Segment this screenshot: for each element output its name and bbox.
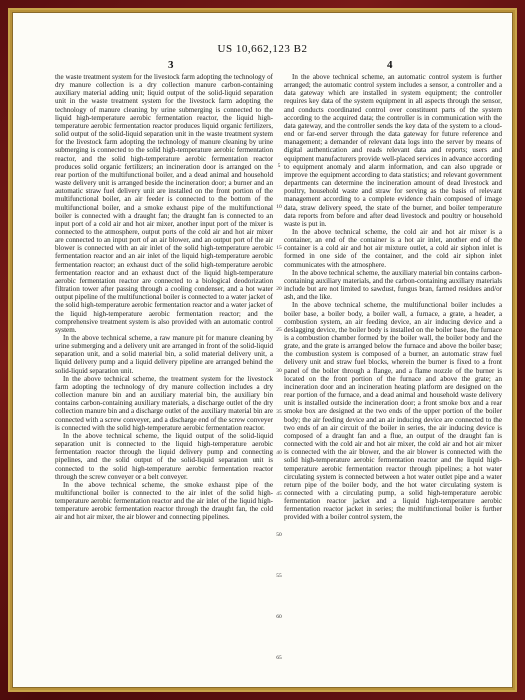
right-column-text [284,73,502,683]
line-number: 60 [276,614,282,620]
line-number: 35 [276,409,282,415]
paragraph: In the above technical scheme, the smoke exhaust pipe of the multifunctional boiler is connected to the air inlet of the solid high-temperature aerobic fermentation reactor and the air inlet of the liquid high-temperature aerobic fermentation reactor through the draught fan, the cold air and hot air mixer, the air blower and connecting pipelines. [55,480,273,522]
line-number: 50 [276,532,282,538]
paragraph: In the above technical scheme, the multifunctional boiler includes a boiler base, a boiler body, a boiler wall, a furnace, a grate, a header, a combustion system, an air feeding device, an air inducing device and a deslagging device, the boiler body is installed on the boiler base, the furnace is a combustion chamber formed by the boiler wall, the boiler body and the grate, and the grate is arranged below the furnace and above the boiler base; the combustion system is composed of a burner, an automatic straw fuel delivery unit and straw fuel blocks, wherein the burner is fixed to a front panel of the boiler through a flange, and a flame nozzle of the burner is located on the front portion of the furnace and above the grate; an incineration door and an incineration heating platform are designed on the rear portion of the furnace, and a dead animal and household waste delivery unit is installed outside the incineration door; a front smoke box and a rear smoke box are designed at the two ends of the upper portion of the boiler body; the air feeding device and an air inducing device are connected to the two ends of an air circuit of the boiler in series, the air inducing device is composed of a draught fan and a flue, an output of the draught fan is connected with the cold air and hot air mixer, the cold air and hot air mixer is connected with the air blower, and the air blower is connected with the solid high-temperature aerobic fermentation reactor and the liquid high-temperature aerobic fermentation reactor through pipelines; a hot water circulating system is connected between a hot water outlet pipe and a water return pipe of the boiler body, and the hot water circulating system is connected with a circulating pump, a solid high-temperature aerobic fermentation reactor jacket and a liquid high-temperature aerobic fermentation reactor jacket in series; the multifunctional boiler is further provided with a boiler control system, the [284,301,502,522]
paragraph: In the above technical scheme, the treatment system for the livestock farm adopting the technology of dry manure collection includes a dry collection manure bin and an auxiliary material bin, the auxiliary bin contains carbon-containing auxiliary materials, a discharge outlet of the dry collection manure bin and a discharge outlet of the auxiliary material bin are connected with a screw conveyer, and a discharge end of the screw conveyer is connected with the solid high-temperature aerobic fermentation reactor. [55,374,273,432]
line-number: 45 [276,491,282,497]
paragraph: In the above technical scheme, the liquid output of the solid-liquid separation unit is connected to the liquid high-temperature aerobic fermentation reactor through the liquid delivery pump and connecting pipelines, and the solid output of the solid-liquid separation unit is connected to the solid high-temperature aerobic fermentation reactor through the screw conveyer or a belt conveyer. [55,431,273,481]
left-column-text [55,73,273,683]
line-number-gutter [274,73,284,683]
paragraph: In the above technical scheme, the cold air and hot air mixer is a container, an end of the container is a hot air inlet, another end of the container is a cold air and hot air mixture outlet, a cold air siphon inlet is formed in one side of the container, and the cold air siphon inlet communicates with the atmosphere. [284,227,502,269]
line-number: 5 [277,163,281,169]
patent-page [12,12,513,688]
paragraph: In the above technical scheme, the auxiliary material bin contains carbon-containing auxiliary materials, and the carbon-containing auxiliary materials include but are not limited to sawdust, fungus bran, farmed residues and/or ash, and the like. [284,268,502,302]
left-column-number: 3 [168,59,174,71]
line-number: 15 [276,245,282,251]
line-number: 30 [276,368,282,374]
frame-gold-trim [8,8,517,692]
right-column-number: 4 [387,59,393,71]
paragraph: the waste treatment system for the livestock farm adopting the technology of dry manure collection is a dry collection manure carbon-containing auxiliary material adding unit; liquid output of the solid-liquid separation unit in the waste treatment system for the livestock farm adopting the technology of manure cleaning by urine submerging is connected to the liquid high-temperature aerobic fermentation reactor, the liquid high-temperature aerobic fermentation reactor produces liquid organic fertilizers, solid output of the solid-liquid separation unit in the waste treatment system for the livestock farm adopting the technology of manure cleaning by urine submerging is connected to the solid high-temperature aerobic fermentation reactor, and the solid high-temperature aerobic fermentation reactor produces solid organic fertilizers; an incineration door is arranged on the rear portion of the multifunctional boiler, and a dead animal and household waste delivery unit is arranged beside the incineration door; a burner and an automatic straw fuel delivery unit are installed on the front portion of the multifunctional boiler, an air feeder is connected to the bottom of the multifunctional boiler, and a smoke exhaust pipe of the multifunctional boiler is connected with a draught fan; the draught fan is connected to an input port of a cold air and hot air mixer, another input port of the mixer is connected to the atmosphere, output ports of the cold air and hot air mixer are connected to an input port of an air blower, and an output port of the air blower is connected with an air inlet of the solid high-temperature aerobic fermentation reactor and an air inlet of the liquid high-temperature aerobic fermentation reactor; an exhaust duct of the solid high-temperature aerobic fermentation reactor and an exhaust duct of the liquid high-temperature aerobic fermentation reactor are connected to a biological deodorization filtration tower after passing through a cooling condenser, and a hot water output pipeline of the multifunctional boiler is connected to a water jacket of the solid high-temperature aerobic fermentation reactor and a water jacket of the liquid high-temperature aerobic fermentation reactor; and the comprehensive treatment system is also provided with an automatic control system. [55,73,273,334]
line-number: 40 [276,450,282,456]
line-number: 20 [276,286,282,292]
paragraph: In the above technical scheme, a raw manure pit for manure cleaning by urine submerging and a delivery unit are arranged in front of the solid-liquid separation unit, and a solid material bin, a solid material delivery unit, a liquid delivery pump and a liquid delivery pipeline are arranged behind the solid-liquid separation unit. [55,334,273,375]
line-number: 25 [276,327,282,333]
paragraph: In the above technical scheme, an automatic control system is further arranged; the automatic control system includes a sensor, a controller and a data gateway which are installed in system equipment; the controller requires key data of the system equipment in all aspects through the sensor, and conducts coordinated control over constituent parts of the system according to the acquired data; the controller is in communication with the data gateway, and the controller sends the key data of the system to a cloud-end or far-end server through the data gateway for future reference and management; a demander of relevant data logs into the server by means of digital authentication and reads relevant data and reports; users and equipment manufacturers provide well-placed services in advance according to equipment anomaly and alarm information, and can also upgrade or improve the equipment according to data statistics; and relevant government departments can determine the incineration amount of dead livestock and poultry, household waste and straw for serving as the basis of relevant management according to a complete evidence chain composed of image data, straw delivery speed, the state of the burner, and boiler temperature data reports from before and after dead livestock and poultry or household waste is put in. [284,73,502,228]
line-number: 55 [276,573,282,579]
line-number: 10 [276,204,282,210]
patent-number: US 10,662,123 B2 [217,43,308,55]
line-number: 65 [276,655,282,661]
